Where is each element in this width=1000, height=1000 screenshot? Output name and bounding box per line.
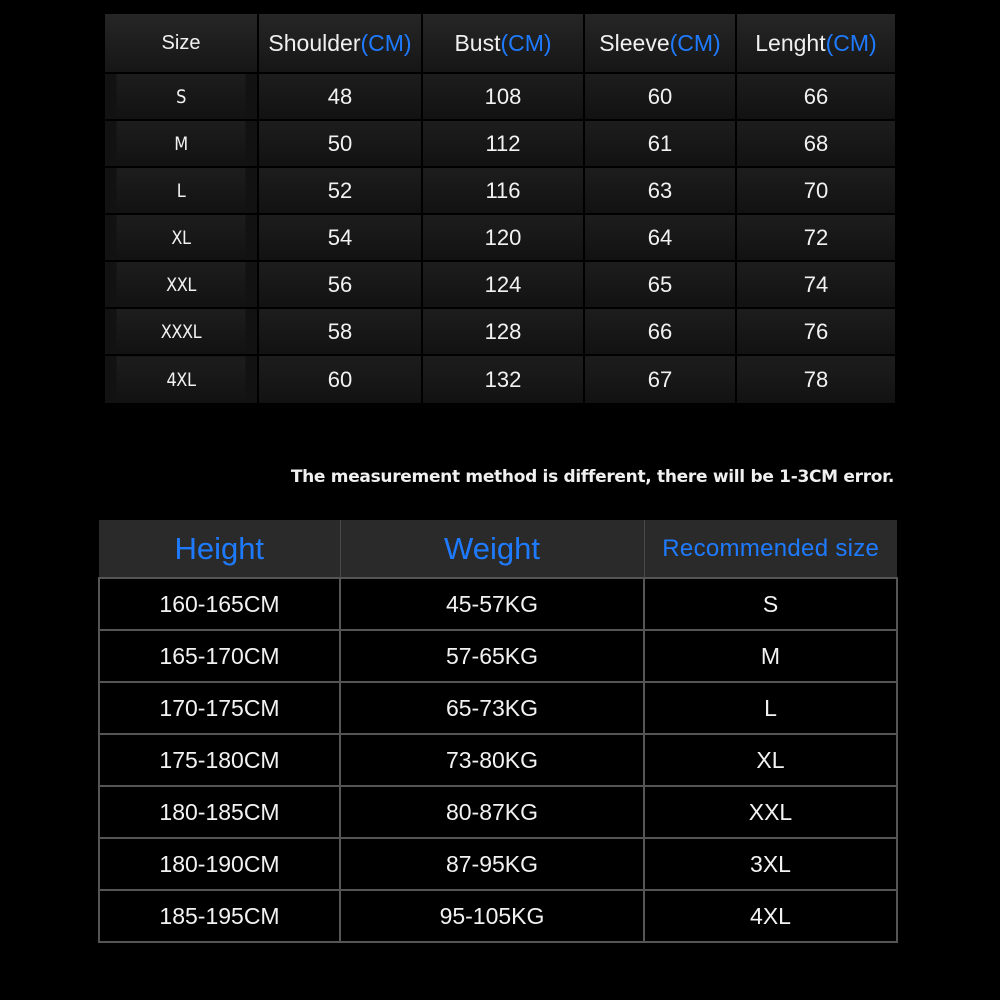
measurement-error-note: The measurement method is different, there will be 1-3CM error.: [290, 467, 894, 487]
weight-cell: 45-57KG: [340, 578, 644, 630]
size-measurement-table: [103, 12, 897, 405]
table-row: [99, 682, 897, 734]
table-row: [104, 73, 896, 120]
recommend-table-header-row: [99, 520, 897, 578]
length-cell: 66: [736, 73, 896, 120]
header-label: Sleeve: [599, 29, 670, 56]
sleeve-column-header: [584, 13, 736, 73]
header-label: Lenght: [755, 29, 826, 56]
height-cell: 180-185CM: [99, 786, 340, 838]
bust-column-header: [422, 13, 584, 73]
bust-cell: 116: [422, 167, 584, 214]
table-row: [104, 120, 896, 167]
recommended-size-cell: XL: [644, 734, 897, 786]
table-row: [104, 167, 896, 214]
sleeve-cell: 64: [584, 214, 736, 261]
header-label: Size: [161, 31, 201, 54]
weight-cell: 95-105KG: [340, 890, 644, 942]
size-cell: S: [116, 73, 247, 120]
weight-cell: 87-95KG: [340, 838, 644, 890]
sleeve-cell: 60: [584, 73, 736, 120]
bust-cell: 124: [422, 261, 584, 308]
height-cell: 165-170CM: [99, 630, 340, 682]
table-row: [104, 355, 896, 404]
shoulder-cell: 54: [258, 214, 422, 261]
header-unit: (CM): [825, 29, 877, 56]
size-table-header-row: [104, 13, 896, 73]
shoulder-cell: 52: [258, 167, 422, 214]
bust-cell: 132: [422, 355, 584, 404]
height-cell: 175-180CM: [99, 734, 340, 786]
recommended-size-table: [98, 520, 898, 943]
size-cell: XXL: [116, 261, 247, 308]
bust-cell: 128: [422, 308, 584, 355]
size-cell: XL: [116, 214, 247, 261]
length-cell: 74: [736, 261, 896, 308]
header-label: Bust: [454, 29, 501, 56]
size-cell: 4XL: [116, 355, 247, 404]
bust-cell: 112: [422, 120, 584, 167]
table-row: [99, 578, 897, 630]
shoulder-cell: 50: [258, 120, 422, 167]
size-cell: L: [116, 167, 247, 214]
table-row: [104, 308, 896, 355]
shoulder-cell: 56: [258, 261, 422, 308]
sleeve-cell: 65: [584, 261, 736, 308]
recommended-size-cell: XXL: [644, 786, 897, 838]
header-unit: (CM): [360, 29, 412, 56]
sleeve-cell: 61: [584, 120, 736, 167]
height-column-header: Height: [99, 520, 340, 578]
table-row: [99, 890, 897, 942]
sleeve-cell: 67: [584, 355, 736, 404]
length-cell: 68: [736, 120, 896, 167]
recommended-size-cell: 3XL: [644, 838, 897, 890]
recommended-size-cell: L: [644, 682, 897, 734]
length-cell: 70: [736, 167, 896, 214]
length-cell: 76: [736, 308, 896, 355]
recommended-size-cell: 4XL: [644, 890, 897, 942]
shoulder-cell: 60: [258, 355, 422, 404]
table-row: [104, 261, 896, 308]
shoulder-column-header: [258, 13, 422, 73]
table-row: [99, 734, 897, 786]
bust-cell: 120: [422, 214, 584, 261]
sleeve-cell: 63: [584, 167, 736, 214]
recommended-size-cell: S: [644, 578, 897, 630]
recommended-size-cell: M: [644, 630, 897, 682]
height-cell: 180-190CM: [99, 838, 340, 890]
size-cell: M: [116, 120, 247, 167]
size-cell: XXXL: [116, 308, 247, 355]
sleeve-cell: 66: [584, 308, 736, 355]
size-column-header: [104, 13, 258, 73]
weight-cell: 80-87KG: [340, 786, 644, 838]
header-unit: (CM): [500, 29, 552, 56]
weight-cell: 57-65KG: [340, 630, 644, 682]
header-label: Shoulder: [268, 29, 361, 56]
height-cell: 170-175CM: [99, 682, 340, 734]
weight-cell: 73-80KG: [340, 734, 644, 786]
table-row: [104, 214, 896, 261]
table-row: [99, 786, 897, 838]
recommended-size-column-header: Recommended size: [644, 520, 897, 578]
weight-column-header: Weight: [340, 520, 644, 578]
header-unit: (CM): [669, 29, 721, 56]
table-row: [99, 630, 897, 682]
height-cell: 185-195CM: [99, 890, 340, 942]
table-row: [99, 838, 897, 890]
shoulder-cell: 48: [258, 73, 422, 120]
shoulder-cell: 58: [258, 308, 422, 355]
height-cell: 160-165CM: [99, 578, 340, 630]
length-cell: 78: [736, 355, 896, 404]
bust-cell: 108: [422, 73, 584, 120]
weight-cell: 65-73KG: [340, 682, 644, 734]
length-cell: 72: [736, 214, 896, 261]
length-column-header: [736, 13, 896, 73]
